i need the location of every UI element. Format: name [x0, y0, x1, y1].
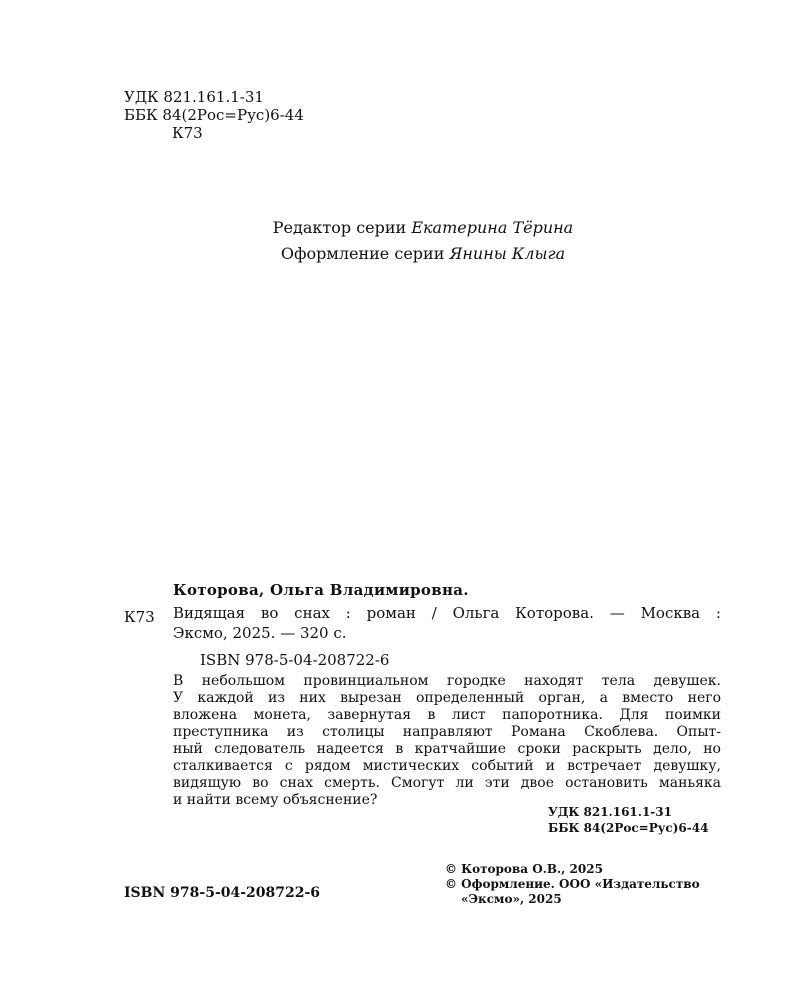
- annotation: [173, 673, 721, 809]
- annotation-line: ный следователь надеется в кратчайшие сроки раскрыть дело, но: [173, 741, 721, 757]
- author-mark: К73: [172, 124, 203, 142]
- series-editor-line: [0, 215, 800, 241]
- bbk-code-bottom: ББК 84(2Рос=Рус)6-44: [548, 821, 709, 835]
- annotation-line: У каждой из них вырезан определенный орган, а вместо него: [173, 690, 721, 706]
- series-design-label: Оформление серии: [280, 244, 445, 263]
- catalog-entry-line: Видящая во снах : роман / Ольга Которова. — Москва :: [173, 604, 721, 622]
- series-design-name: Янины Клыга: [449, 244, 566, 263]
- series-design-line: [0, 241, 800, 267]
- series-editor-name: Екатерина Тёрина: [411, 218, 574, 237]
- classification-block-bottom: [548, 804, 708, 836]
- annotation-line: преступника из столицы направляют Романа Скоблева. Опыт-: [173, 724, 721, 740]
- copyright-publisher: «Эксмо», 2025: [461, 892, 562, 906]
- catalog-author-mark: К73: [124, 608, 155, 626]
- udk-code: УДК 821.161.1-31: [124, 88, 264, 106]
- copyright-design: © Оформление. ООО «Издательство: [445, 877, 700, 891]
- copyright-author: © Которова О.В., 2025: [445, 862, 603, 876]
- catalog-entry: [173, 603, 721, 643]
- bbk-code: ББК 84(2Рос=Рус)6-44: [124, 106, 304, 124]
- catalog-isbn: ISBN 978-5-04-208722-6: [200, 651, 390, 669]
- annotation-line: видящую во снах смерть. Смогут ли эти двое остановить маньяка: [173, 775, 721, 791]
- classification-block-top: [124, 88, 304, 142]
- series-editor-label: Редактор серии: [272, 218, 407, 237]
- annotation-line: сталкивается с рядом мистических событий и встречает девушку,: [173, 758, 721, 774]
- udk-code-bottom: УДК 821.161.1-31: [548, 805, 672, 819]
- catalog-author: Которова, Ольга Владимировна.: [173, 581, 469, 599]
- catalog-entry-line: Эксмо, 2025. — 320 с.: [173, 624, 347, 642]
- series-credits: [0, 215, 800, 267]
- annotation-line: В небольшом провинциальном городке находят тела девушек.: [173, 673, 721, 689]
- annotation-line: вложена монета, завернутая в лист папоротника. Для поимки: [173, 707, 721, 723]
- annotation-line: и найти всему объяснение?: [173, 792, 378, 808]
- isbn-bottom: ISBN 978-5-04-208722-6: [124, 885, 321, 901]
- copyright-block: [445, 862, 700, 907]
